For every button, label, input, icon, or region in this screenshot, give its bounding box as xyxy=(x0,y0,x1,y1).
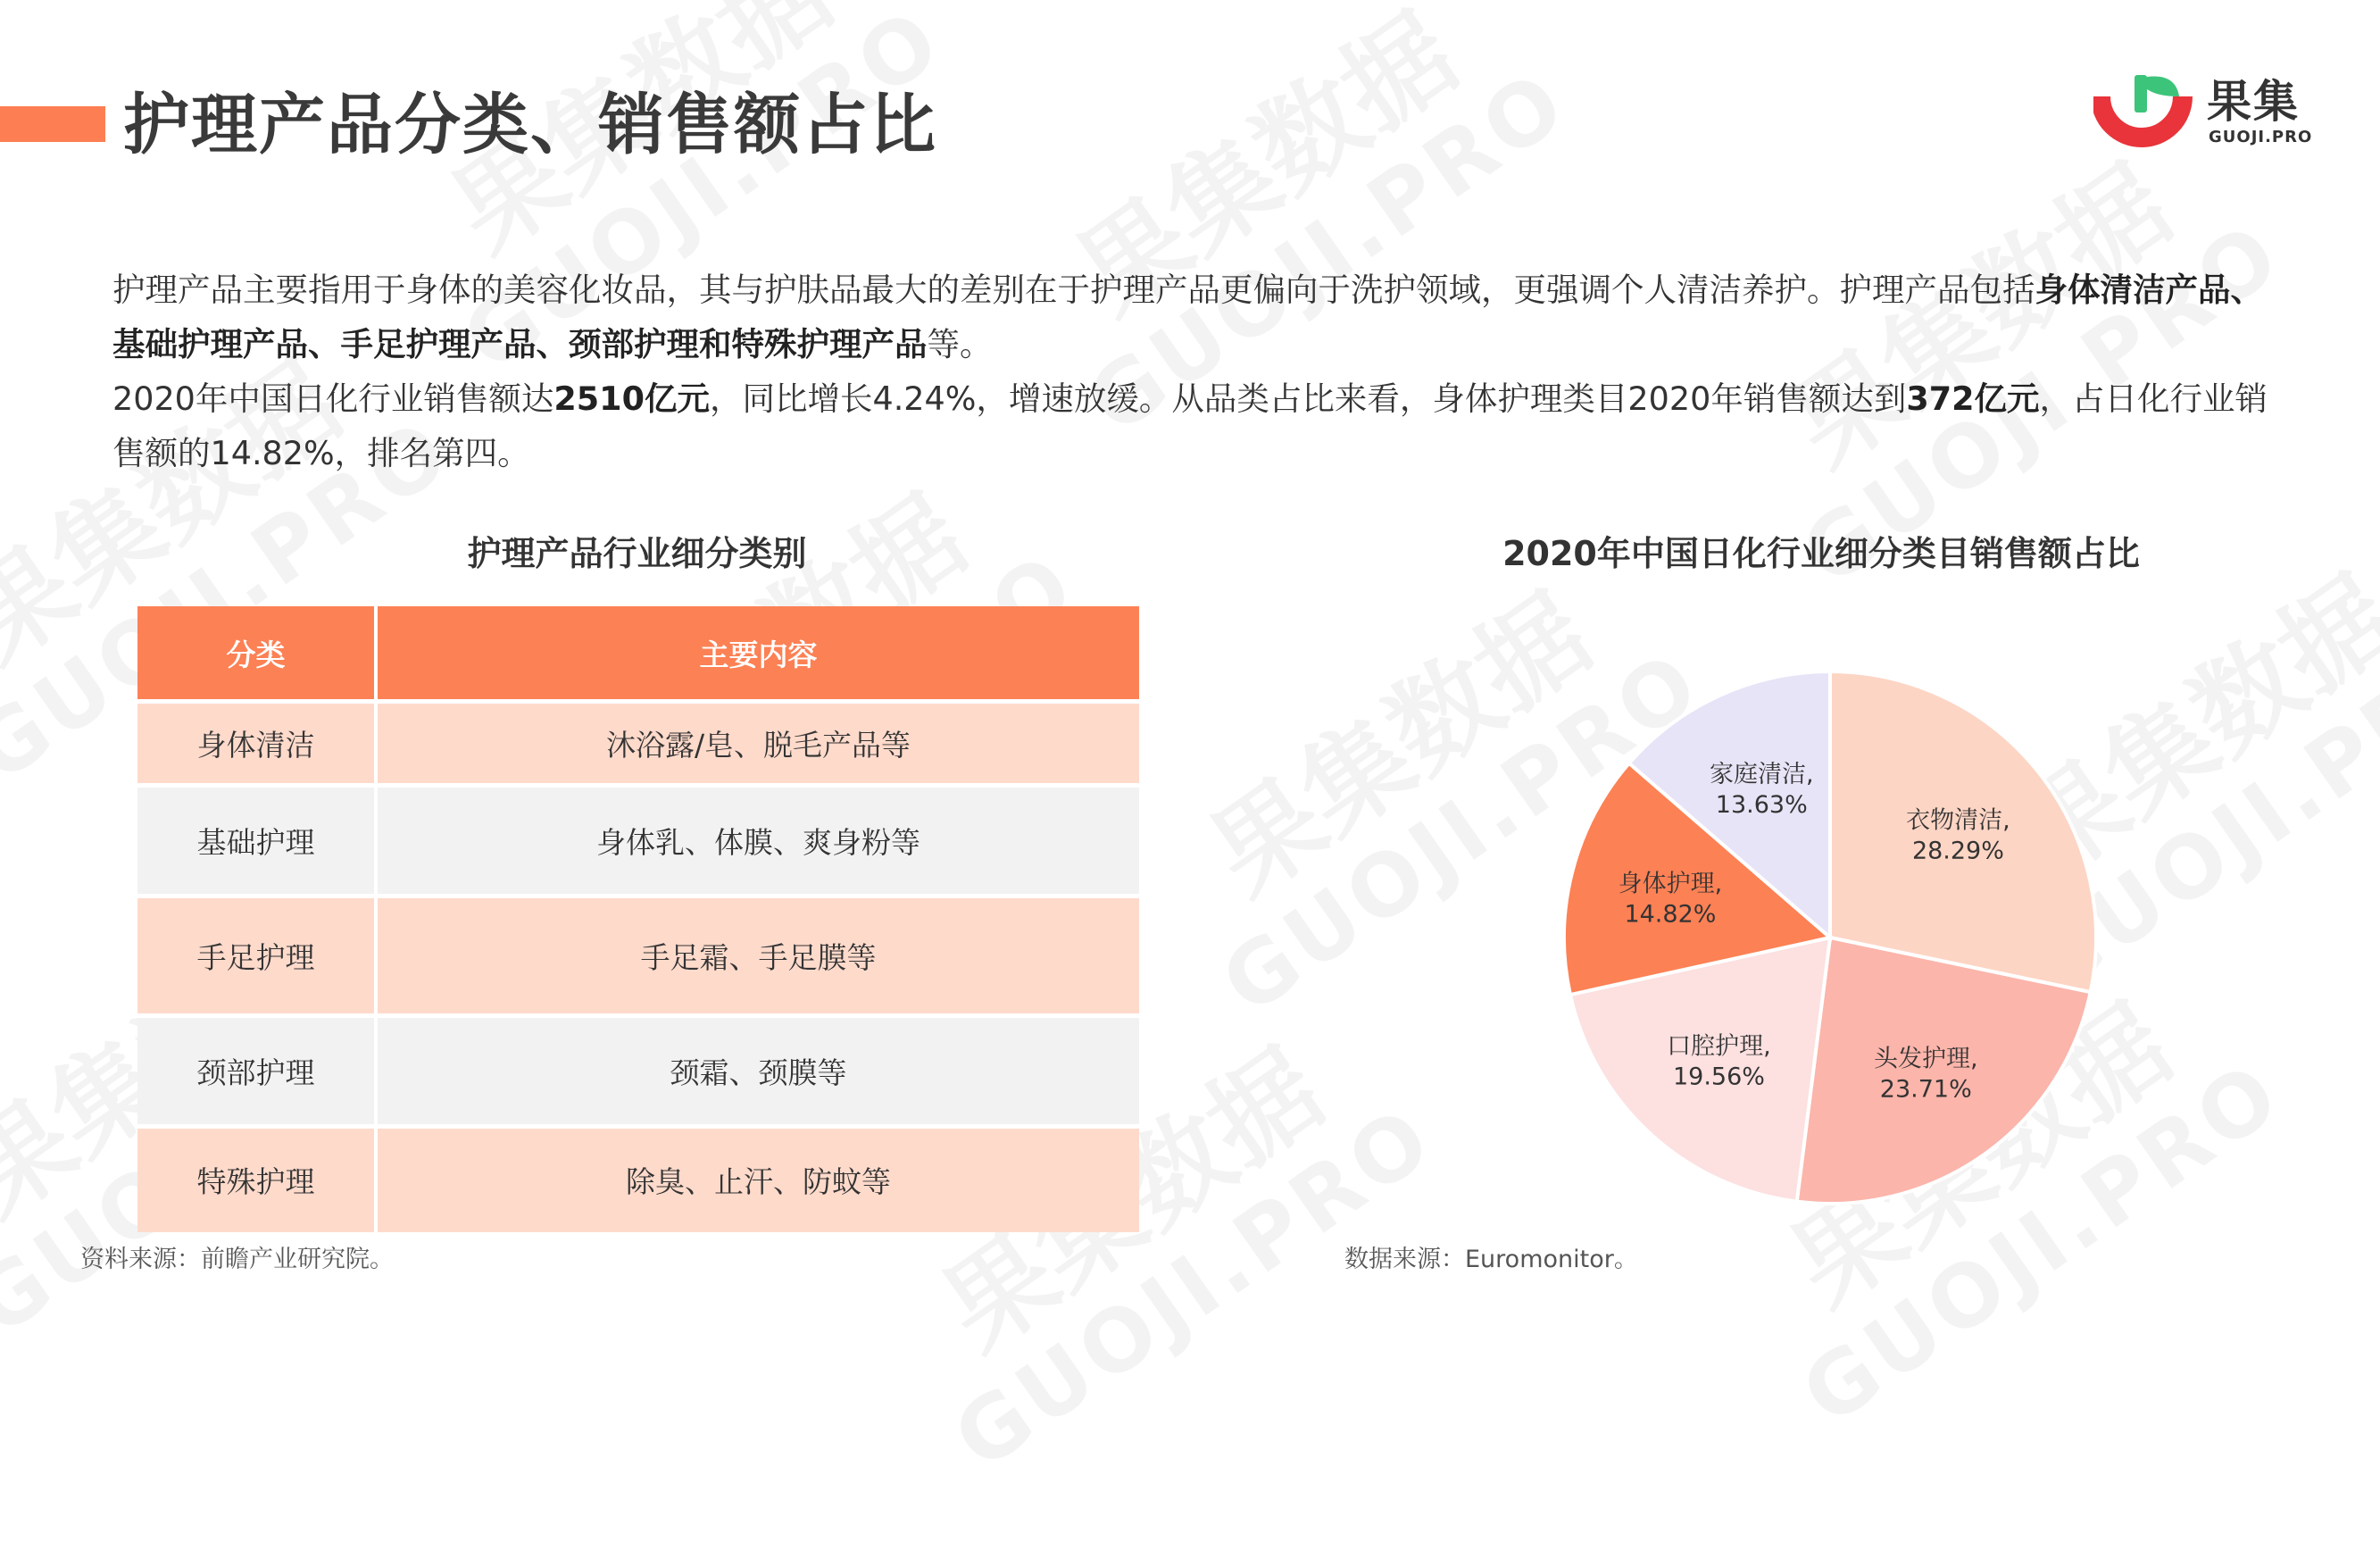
pie-chart xyxy=(1518,643,2143,1232)
table-source-note: 资料来源：前瞻产业研究院。 xyxy=(80,1246,394,1273)
column-header-content: 主要内容 xyxy=(376,606,1139,702)
row-content: 颈霜、颈膜等 xyxy=(376,1016,1139,1127)
slice-data-label: 口腔护理, 19.56% xyxy=(1667,1032,1771,1091)
row-category: 身体清洁 xyxy=(137,702,376,786)
row-category: 颈部护理 xyxy=(137,1016,376,1127)
row-category: 基础护理 xyxy=(137,786,376,896)
table-title: 护理产品行业细分类别 xyxy=(467,534,807,573)
intro-text xyxy=(112,263,2273,480)
table-row xyxy=(137,1127,1139,1232)
intro-paragraph-1: 护理产品主要指用于身体的美容化妆品，其与护肤品最大的差别在于护理产品更偏向于洗护领域，更强调个人清洁养护。护理产品包括身体清洁产品、基础护理产品、手足护理产品、颈部护理和特殊护理产品等。 xyxy=(112,271,2263,363)
logo-name-en: GUOJI.PRO xyxy=(2209,128,2313,146)
table-row xyxy=(137,786,1139,896)
row-category: 手足护理 xyxy=(137,896,376,1016)
intro-paragraph-2: 2020年中国日化行业销售额达2510亿元，同比增长4.24%，增速放缓。从品类占比来看，身体护理类目2020年销售额达到372亿元，占日化行业销售额的14.82%，排名第四。 xyxy=(112,379,2268,472)
logo-name-cn: 果集 xyxy=(2207,76,2300,128)
chart-title: 2020年中国日化行业细分类目销售额占比 xyxy=(1502,534,2140,573)
row-content: 沐浴露/皂、脱毛产品等 xyxy=(376,702,1139,786)
slice-data-label: 衣物清洁, 28.29% xyxy=(1906,806,2010,865)
category-table xyxy=(137,606,1139,1232)
table-row xyxy=(137,702,1139,786)
table-row xyxy=(137,896,1139,1016)
row-content: 身体乳、体膜、爽身粉等 xyxy=(376,786,1139,896)
column-header-category: 分类 xyxy=(137,606,376,702)
chart-source-note: 数据来源：Euromonitor。 xyxy=(1344,1246,1638,1273)
title-accent-bar xyxy=(0,106,105,142)
slice-data-label: 头发护理, 23.71% xyxy=(1873,1045,1978,1104)
row-content: 除臭、止汗、防蚊等 xyxy=(376,1127,1139,1232)
row-content: 手足霜、手足膜等 xyxy=(376,896,1139,1016)
row-category: 特殊护理 xyxy=(137,1127,376,1232)
page-title: 护理产品分类、销售额占比 xyxy=(123,87,937,163)
slice-data-label: 身体护理, 14.82% xyxy=(1618,870,1723,929)
table-row xyxy=(137,1016,1139,1127)
table-header-row xyxy=(137,606,1139,702)
slice-data-label: 家庭清洁, 13.63% xyxy=(1709,760,1814,819)
